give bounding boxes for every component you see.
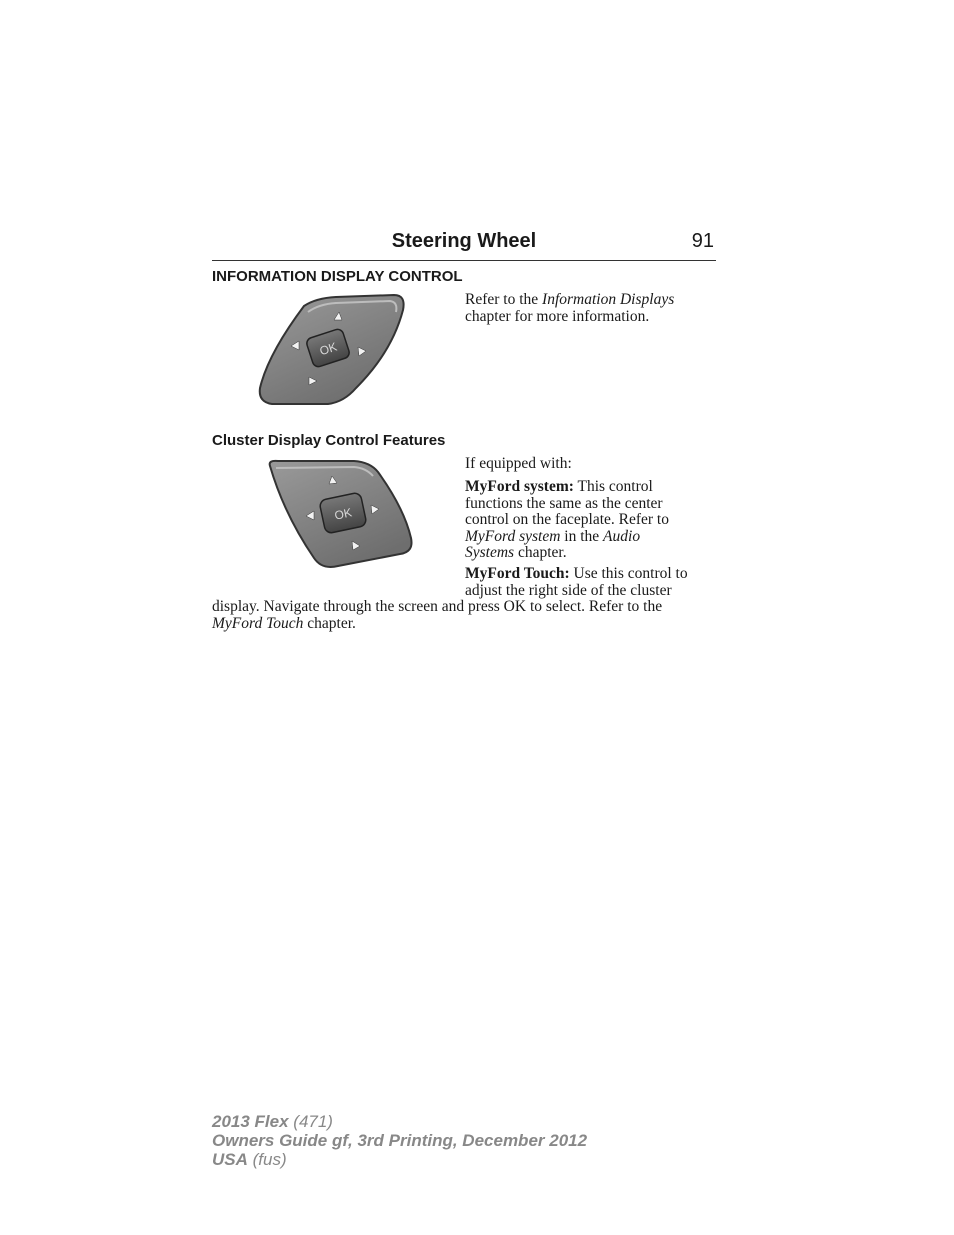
myford-touch-ref: MyFord Touch xyxy=(212,614,304,632)
page-number: 91 xyxy=(691,230,714,252)
footer-guide: Owners Guide gf, 3rd Printing, December 2012 xyxy=(212,1131,588,1150)
myford-system-label: MyFord system: xyxy=(465,478,574,495)
myford-touch-paragraph xyxy=(465,566,717,599)
myford-touch-paragraph-continued xyxy=(212,599,716,632)
page-footer xyxy=(212,1112,587,1169)
ok-label: OK xyxy=(333,505,354,523)
audio-systems-ref: Systems xyxy=(465,544,515,561)
section-heading-cluster-display: Cluster Display Control Features xyxy=(212,432,446,449)
information-display-text xyxy=(465,292,717,325)
information-display-control-illustration xyxy=(256,292,408,408)
ok-label: OK xyxy=(317,339,339,359)
audio-systems-ref: Audio xyxy=(603,527,641,545)
text-run: chapter. xyxy=(303,614,356,632)
footer-model: 2013 Flex (471) xyxy=(212,1112,333,1131)
text-run: control on the faceplate. Refer to xyxy=(465,511,669,528)
cluster-display-control-illustration xyxy=(266,458,416,572)
if-equipped-text: If equipped with: xyxy=(465,455,572,472)
text-run: Use this control to xyxy=(569,565,688,582)
footer-region: USA (fus) xyxy=(212,1150,287,1169)
section-heading-information-display-control: INFORMATION DISPLAY CONTROL xyxy=(212,268,463,285)
text-run: in the xyxy=(560,527,604,545)
text-run: chapter. xyxy=(514,544,567,561)
page-header xyxy=(212,228,716,261)
myford-system-paragraph xyxy=(465,479,717,562)
information-displays-ref: Information Displays xyxy=(542,291,675,308)
myford-touch-label: MyFord Touch: xyxy=(465,565,570,582)
text-run: adjust the right side of the cluster xyxy=(465,581,672,599)
page-title: Steering Wheel xyxy=(391,230,537,252)
text-run: This control xyxy=(573,478,653,495)
myford-system-ref: MyFord system xyxy=(465,527,561,545)
text-run: chapter for more information. xyxy=(465,307,650,325)
text-run: display. Navigate through the screen and press OK to select. Refer to the xyxy=(212,598,663,615)
text-run: functions the same as the center xyxy=(465,494,663,512)
text-run: Refer to the xyxy=(465,291,543,308)
